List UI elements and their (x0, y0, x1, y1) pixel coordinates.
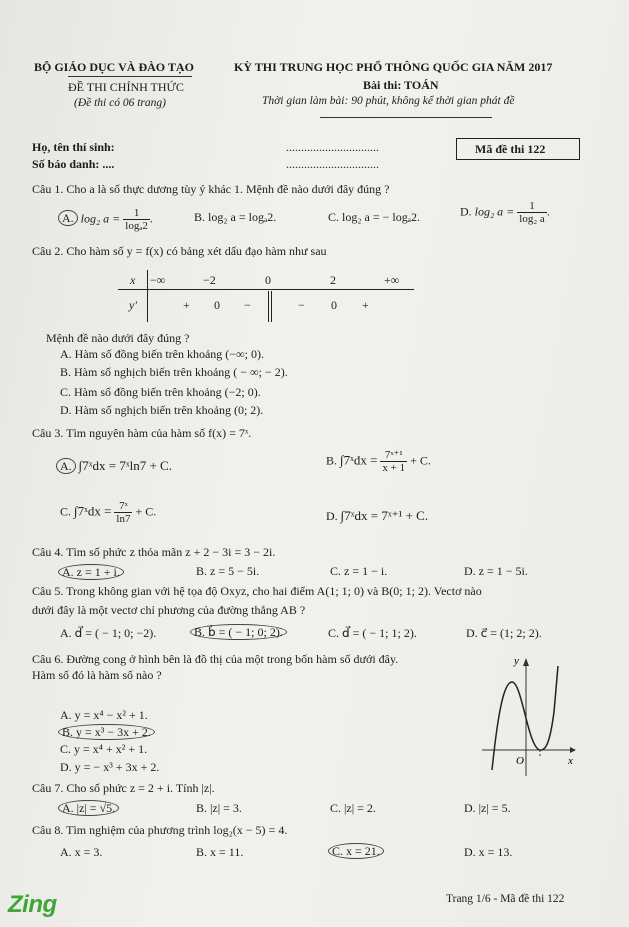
q5-answer-circle: B. b⃗ = ( − 1; 0; 2). (190, 624, 287, 640)
q8-stem: Câu 8. Tìm nghiệm của phương trình log₂(x − 5) = 4. (32, 823, 288, 837)
q4-option-c: C. z = 1 − i. (330, 564, 388, 578)
q1-option-c: C. log₂ a = − logₐ2. (328, 210, 420, 224)
q4-stem: Câu 4. Tìm số phức z thỏa mãn z + 2 − 3i = 3 − 2i. (32, 545, 276, 559)
q6-graph (478, 652, 588, 780)
id-label: Số báo danh: .... (32, 157, 115, 171)
table-vline (147, 270, 148, 322)
exam-paper: BỘ GIÁO DỤC VÀ ĐÀO TẠO ĐỀ THI CHÍNH THỨC (Đề thi có 06 trang) KỲ THI TRUNG HỌC PHỔ THÔNG QUỐC GIA NĂM 2017 Bài thi: TOÁN Thời gian làm bài: 90 phút, không kể thời gian phát đề Họ, tên thí sinh: ............................... Số báo danh: .... ............................... Mã đề thi 122 Câu 1. Cho a là số thực dương tùy ý khác 1. Mệnh đề nào dưới đây đúng ? A. log₂ a = $\frac{1}{\text{logₐ2}}$ . B. log₂ a = logₐ2. C. log₂ a = − logₐ2. D. log₂ a = $\frac{1}{\text{log₂ a}}$ . Câu 2. Cho hàm số y = f(x) có bảng xét dấu đạo hàm như sau x −∞ −2 0 2 +∞ y' + 0 − − 0 + Mệnh đề nào dưới đây đúng ? A. Hàm số đồng biến trên khoảng (−∞; 0). B. Hàm số nghịch biến trên khoảng ( − ∞; − 2). C. Hàm số đồng biến trên khoảng (−2; 0). D. Hàm số nghịch biến trên khoảng (0; 2). Câu 3. Tìm nguyên hàm của hàm số f(x) = 7ˣ. A. ∫7ˣdx = 7ˣln7 + C. B. ∫7ˣdx = $\frac{\text{7ˣ⁺¹}}{x + 1}$ + C. C. ∫7ˣdx = $\frac{\text{7ˣ}}{\ln 7}$ + C. D. ∫7ˣdx = 7ˣ⁺¹ + C. Câu 4. Tìm số phức z thỏa mãn z + 2 − 3i = 3 − 2i. A. z = 1 + i. B. z = 5 − 5i. C. z = 1 − i. D. z = 1 − 5i. Câu 5. Trong không gian với hệ tọa độ Oxyz, cho hai điểm A(1; 1; 0) và B(0; 1; 2). Vectơ nào dưới đây là một vectơ chỉ phương của đường thẳng AB ? A. d⃗ = ( − 1; 0; −2). B. b⃗ = ( − 1; 0; 2). C. d⃗ = ( − 1; 1; 2). D. c⃗ = (1; 2; 2). Câu 6. Đường cong ở hình bên là đồ thị của một trong bốn hàm số dưới đây. Hàm số đó là hàm số nào ? A. y = x⁴ − x² + 1. B. y = x³ − 3x + 2. C. y = x⁴ + x² + 1. D. y = − x³ + 3x + 2. y x O Câu 7. Cho số phức z = 2 + i. Tính |z|. A. |z| = √5. B. |z| = 3. C. |z| = 2. D. |z| = 5. Câu 8. Tìm nghiệm của phương trình log₂(x − 5) = 4. A. x = 3. B. x = 11. C. x = 21. D. x = 13. Trang 1/6 - Mã đề thi 122 Zing.vn (0, 0, 629, 927)
exam-code: Mã đề thi 122 (475, 142, 546, 156)
time-underline (320, 117, 492, 118)
q4-option-d: D. z = 1 − 5i. (464, 564, 528, 578)
q1-option-a: A. log₂ a = $\frac{1}{\text{logₐ2}}$ . (58, 207, 153, 232)
q2-option-c: C. Hàm số đồng biến trên khoảng (−2; 0). (60, 385, 261, 399)
pages-note: (Đề thi có 06 trang) (74, 97, 166, 109)
cubic-curve (492, 666, 558, 770)
q1-stem: Câu 1. Cho a là số thực dương tùy ý khác 1. Mệnh đề nào dưới đây đúng ? (32, 182, 390, 196)
q3-option-a: A. ∫7ˣdx = 7ˣln7 + C. (56, 458, 172, 474)
table-double-bar-1 (268, 291, 269, 322)
q3-stem: Câu 3. Tìm nguyên hàm của hàm số f(x) = 7ˣ. (32, 426, 252, 440)
q3-answer-circle: A. (56, 458, 76, 474)
q6-stem-line1: Câu 6. Đường cong ở hình bên là đồ thị của một trong bốn hàm số dưới đây. (32, 652, 399, 666)
exam-time: Thời gian làm bài: 90 phút, không kể thời gian phát đề (262, 95, 515, 107)
q5-option-c: C. d⃗ = ( − 1; 1; 2). (328, 626, 417, 640)
q8-option-b: B. x = 11. (196, 845, 244, 859)
q6-option-a: A. y = x⁴ − x² + 1. (60, 708, 148, 722)
x-axis-arrow-icon (570, 747, 576, 753)
zing-logo: Zing.vn (8, 891, 73, 918)
table-hline (118, 289, 414, 290)
q4-option-b: B. z = 5 − 5i. (196, 564, 260, 578)
q2-option-b: B. Hàm số nghịch biến trên khoảng ( − ∞; − 2). (60, 365, 288, 379)
q2-stem: Câu 2. Cho hàm số y = f(x) có bảng xét dấu đạo hàm như sau (32, 244, 327, 258)
ministry-underline (68, 76, 192, 77)
subject: Bài thi: TOÁN (363, 78, 439, 92)
name-label: Họ, tên thí sinh: (32, 140, 115, 154)
q6-option-d: D. y = − x³ + 3x + 2. (60, 760, 160, 774)
exam-title: KỲ THI TRUNG HỌC PHỔ THÔNG QUỐC GIA NĂM 2017 (234, 60, 553, 74)
q5-stem-line2: dưới đây là một vectơ chỉ phương của đường thẳng AB ? (32, 603, 306, 617)
q3-option-d: D. ∫7ˣdx = 7ˣ⁺¹ + C. (326, 508, 429, 523)
q7-option-b: B. |z| = 3. (196, 801, 242, 815)
y-axis-arrow-icon (523, 658, 529, 666)
x-label: x (568, 755, 573, 767)
name-dots: ............................... (286, 140, 379, 154)
page-footer: Trang 1/6 - Mã đề thi 122 (446, 893, 565, 905)
q1-answer-circle: A. (58, 210, 78, 226)
q8-option-c (328, 843, 384, 859)
y-label: y (514, 655, 519, 667)
q5-option-a: A. d⃗ = ( − 1; 0; −2). (60, 626, 157, 640)
q6-stem-line2: Hàm số đó là hàm số nào ? (32, 668, 162, 682)
q1-option-b: B. log₂ a = logₐ2. (194, 210, 277, 224)
q2-option-d: D. Hàm số nghịch biến trên khoảng (0; 2). (60, 403, 264, 417)
q3-option-b: B. ∫7ˣdx = $\frac{\text{7ˣ⁺¹}}{x + 1}$ + C. (326, 449, 431, 474)
q2-question: Mệnh đề nào dưới đây đúng ? (46, 331, 190, 345)
q7-option-d: D. |z| = 5. (464, 801, 511, 815)
q1-option-d: D. log₂ a = $\frac{1}{\text{log₂ a}}$ . (460, 200, 550, 225)
q7-option-a (58, 800, 119, 816)
q2-option-a: A. Hàm số đồng biến trên khoảng (−∞; 0). (60, 347, 264, 361)
q8-answer-circle: C. x = 21. (328, 843, 384, 859)
id-dots: ............................... (286, 157, 379, 171)
q5-option-d: D. c⃗ = (1; 2; 2). (466, 626, 542, 640)
official-label: ĐỀ THI CHÍNH THỨC (68, 80, 184, 94)
origin-label: O (516, 755, 524, 767)
q5-option-b (190, 624, 287, 640)
exam-code-box (456, 138, 580, 160)
q3-option-c: C. ∫7ˣdx = $\frac{\text{7ˣ}}{\ln 7}$ + C. (60, 500, 157, 525)
q6-option-c: C. y = x⁴ + x² + 1. (60, 742, 148, 756)
q8-option-d: D. x = 13. (464, 845, 513, 859)
q4-answer-circle: A. z = 1 + i. (58, 564, 124, 580)
q4-option-a (58, 564, 124, 580)
q8-option-a: A. x = 3. (60, 845, 103, 859)
ministry-name: BỘ GIÁO DỤC VÀ ĐÀO TẠO (34, 60, 194, 74)
q6-option-b (58, 724, 155, 740)
q7-option-c: C. |z| = 2. (330, 801, 376, 815)
q5-stem-line1: Câu 5. Trong không gian với hệ tọa độ Oxyz, cho hai điểm A(1; 1; 0) và B(0; 1; 2). Vectơ nào (32, 584, 482, 598)
q7-stem: Câu 7. Cho số phức z = 2 + i. Tính |z|. (32, 781, 215, 795)
q7-answer-circle: A. |z| = √5. (58, 800, 119, 816)
q6-answer-circle: B. y = x³ − 3x + 2. (58, 724, 155, 740)
table-double-bar-2 (271, 291, 272, 322)
